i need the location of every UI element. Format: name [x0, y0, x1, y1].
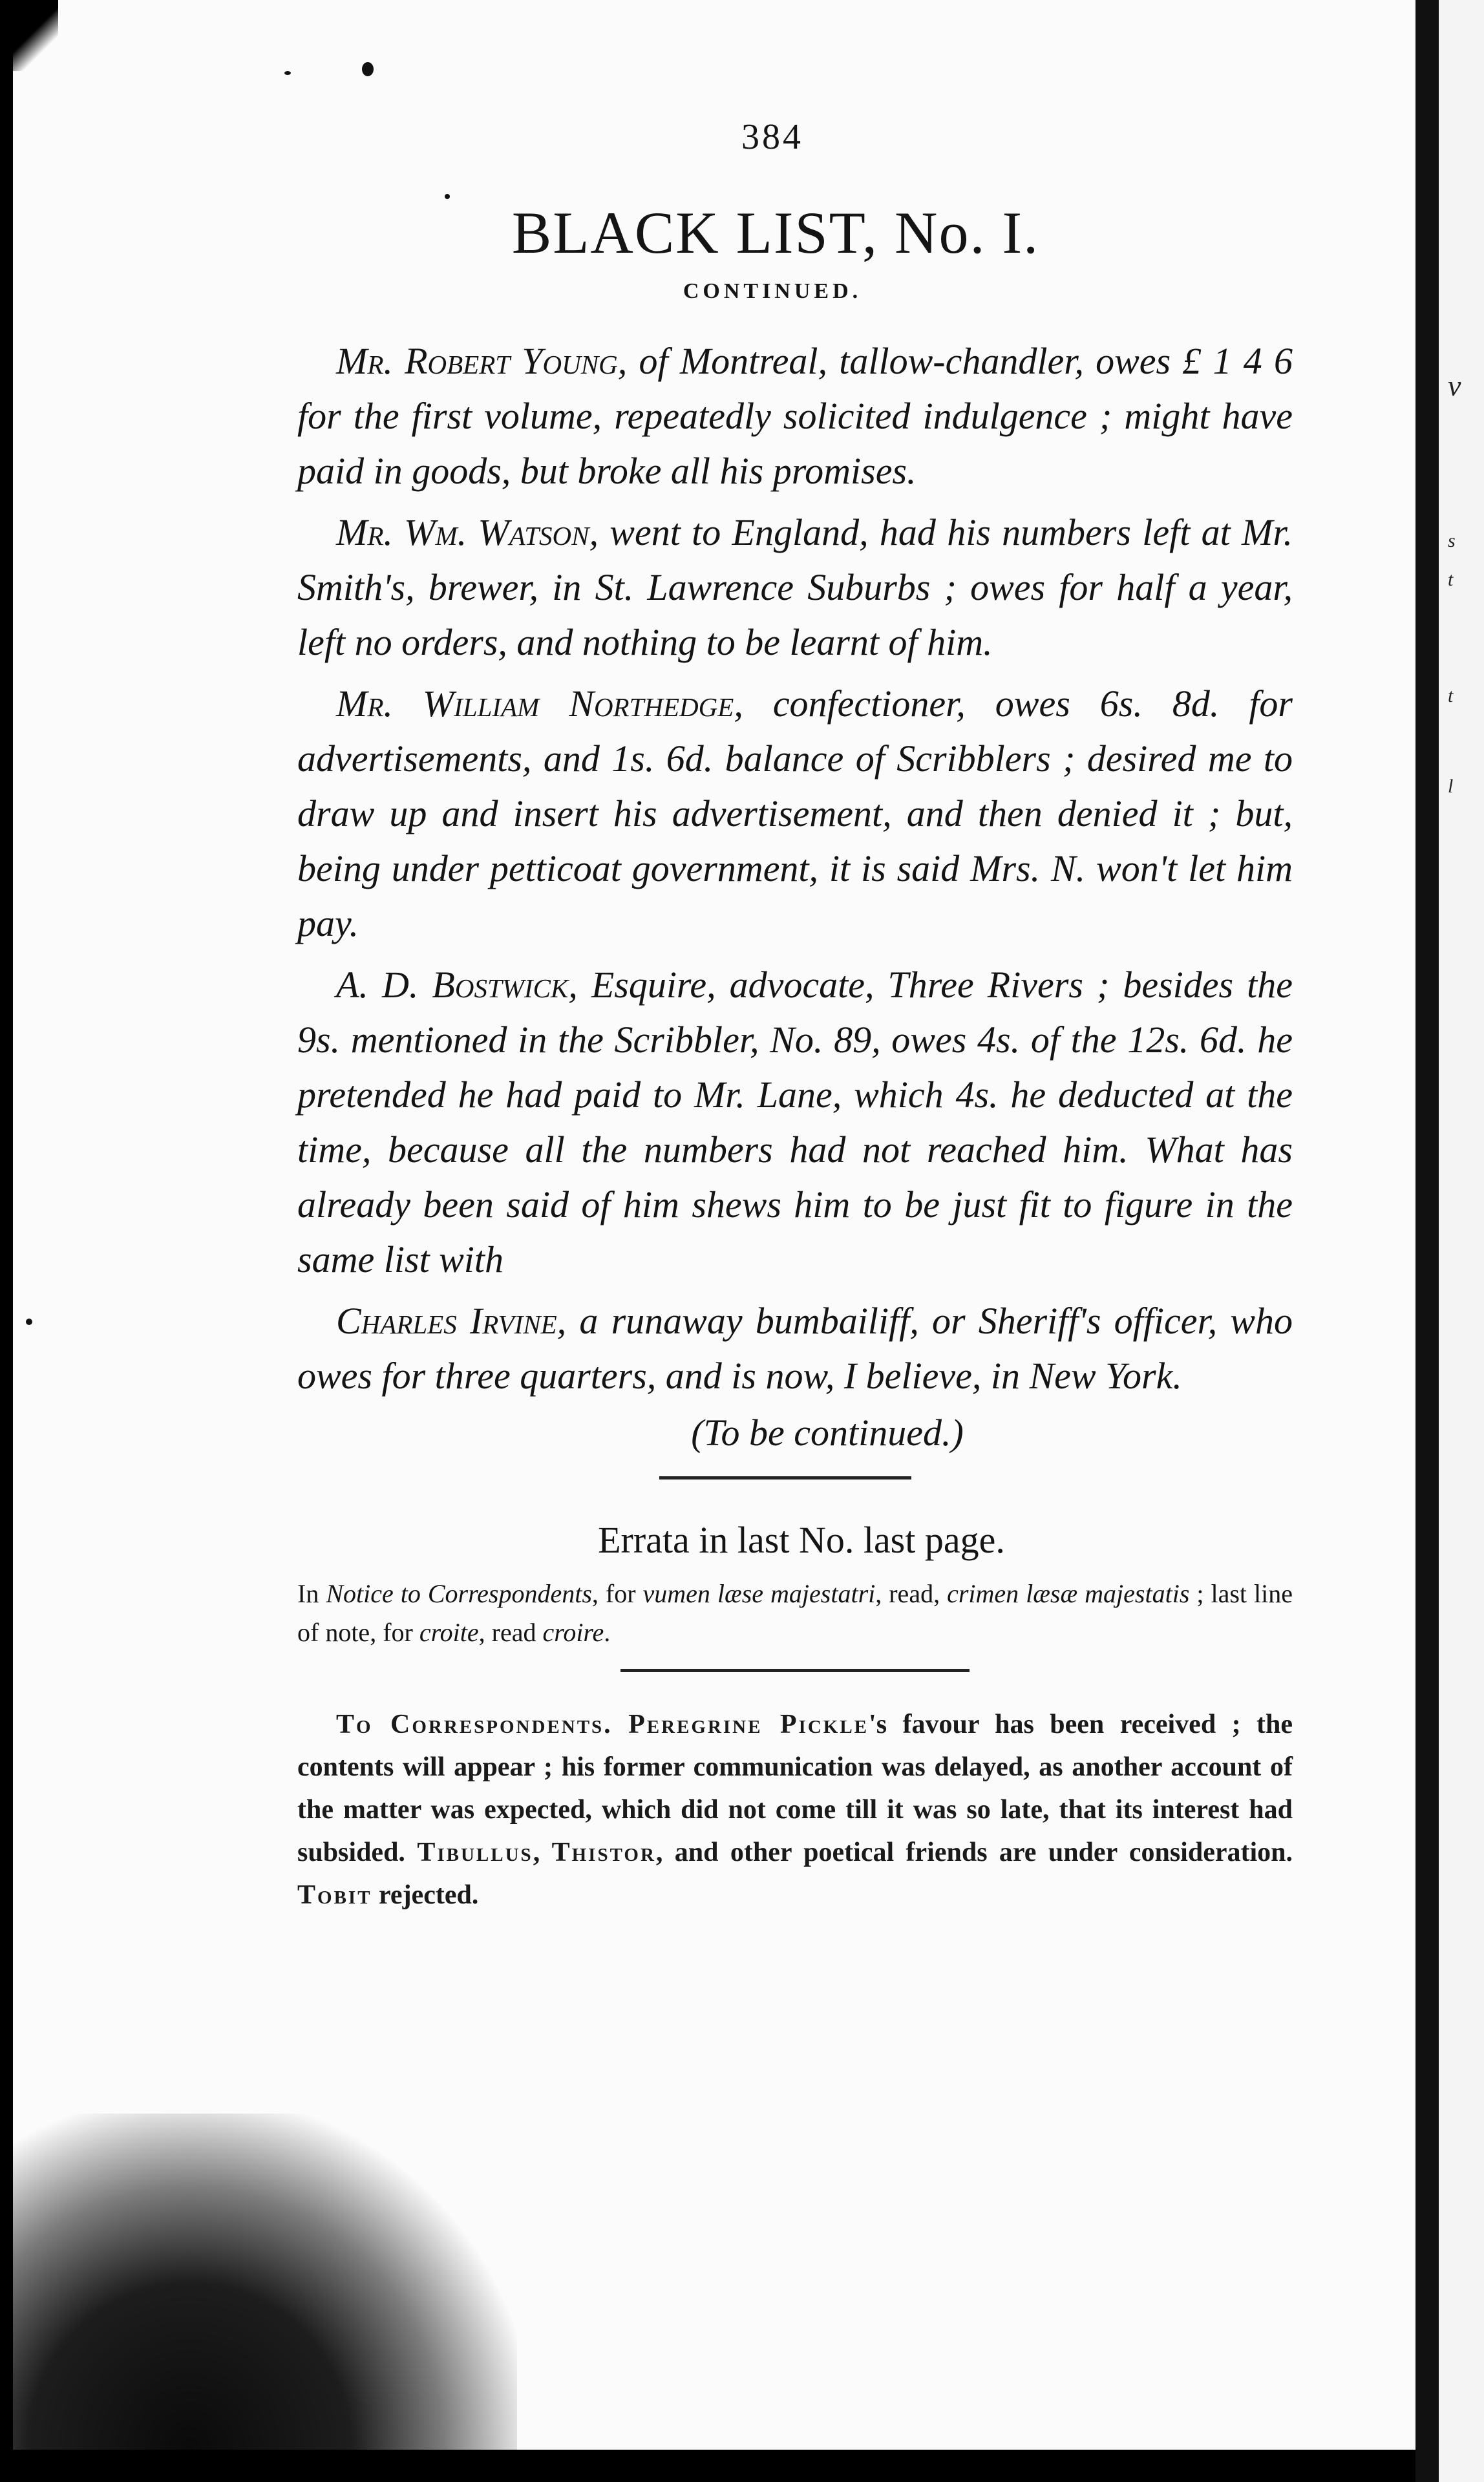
entry-text: , went to England, had his numbers left at Mr. Smith's, brewer, in St. Lawrence Suburbs ; owes for half a year, left no orders, and nothing to be learnt of him.	[297, 511, 1293, 663]
scan-corner-shadow	[13, 0, 58, 71]
correspondents-label: To Correspondents.	[336, 1710, 613, 1739]
entry-william-northedge	[297, 676, 1293, 951]
errata-text	[297, 1575, 1293, 1652]
correspondents-text: rejected.	[372, 1880, 479, 1910]
correspondents-text: 's favour has been received ; the contents will appear ; his former communication was delayed, as another account of the matter was expected, which did not come till it was so late, that its interest had subsided.	[297, 1710, 1293, 1867]
correspondent-name: Tobit	[297, 1880, 372, 1910]
entry-name: Charles Irvine	[336, 1300, 557, 1342]
errata-for: , for	[591, 1579, 643, 1608]
entry-bostwick	[297, 957, 1293, 1287]
errata-heading: Errata in last No. last page.	[598, 1519, 1005, 1561]
correspondents-notice	[297, 1703, 1293, 1916]
adjacent-text-fragment: t	[1448, 685, 1454, 706]
errata-right-1: crimen læsæ majestatis	[947, 1579, 1190, 1608]
entry-name: Mr. Robert Young	[336, 340, 618, 382]
errata-notice-label: Notice to Correspondents	[326, 1579, 592, 1608]
entry-name: Mr. Wm. Watson	[336, 511, 589, 553]
adjacent-text-fragment: v	[1448, 369, 1461, 402]
separator: ,	[533, 1838, 552, 1867]
errata-prefix: In	[297, 1579, 326, 1608]
to-be-continued: (To be continued.)	[691, 1412, 964, 1454]
ink-speck	[362, 62, 374, 76]
errata-middle: ; last line of note, for	[297, 1579, 1293, 1647]
correspondent-name: Tibullus	[417, 1838, 533, 1867]
divider-rule	[659, 1476, 911, 1480]
adjacent-page-edge	[1439, 0, 1484, 2482]
errata-right-2: croire	[542, 1618, 604, 1647]
correspondents-text: , and other poetical friends are under consideration.	[655, 1838, 1293, 1867]
entry-wm-watson	[297, 505, 1293, 670]
errata-end: .	[604, 1618, 611, 1647]
page-title: BLACK LIST, No. I.	[511, 200, 1040, 266]
errata-read-2: , read	[478, 1618, 543, 1647]
correspondent-name: Peregrine Pickle	[628, 1710, 869, 1739]
page-number: 384	[741, 117, 803, 157]
entry-text: , a runaway bumbailiff, or Sheriff's officer, who owes for three quarters, and is now, I believe, in New York.	[297, 1300, 1293, 1397]
page-content	[297, 116, 1293, 1916]
ink-speck	[284, 71, 291, 75]
ink-speck	[26, 1319, 32, 1325]
entry-text: , Esquire, advocate, Three Rivers ; besides the 9s. mentioned in the Scribbler, No. 89, owes 4s. of the 12s. 6d. he pretended he had paid to Mr. Lane, which 4s. he deducted at the time, because all the numbers had not reached him. What has already been said of him shews him to be just fit to figure in the same list with	[297, 964, 1293, 1280]
entry-text: , of Montreal, tallow-chandler, owes £ 1 4 6 for the first volume, repeatedly solicited indulgence ; might have paid in goods, but broke all his promises.	[297, 340, 1293, 492]
errata-wrong-2: croite	[419, 1618, 479, 1647]
errata-wrong-1: vumen læse majestatri	[642, 1579, 876, 1608]
correspondent-name: Thistor	[551, 1838, 656, 1867]
entry-charles-irvine	[297, 1293, 1293, 1403]
entry-text: , confectioner, owes 6s. 8d. for advertisements, and 1s. 6d. balance of Scribblers ; desired me to draw up and insert his advertisement, and then denied it ; but, being under petticoat government, it is said Mrs. N. won't let him pay.	[297, 683, 1293, 944]
entry-robert-young	[297, 334, 1293, 498]
divider-rule	[620, 1669, 970, 1672]
entry-name: Mr. William Northedge	[336, 683, 734, 725]
errata-read: , read,	[875, 1579, 948, 1608]
scanned-page	[13, 0, 1415, 2450]
page-subtitle: CONTINUED.	[683, 279, 862, 303]
adjacent-text-fragment: s	[1448, 530, 1456, 551]
entry-name: A. D. Bostwick	[336, 964, 569, 1006]
adjacent-text-fragment: l	[1448, 776, 1454, 797]
scan-thumb-shadow	[13, 2114, 517, 2450]
adjacent-text-fragment: t	[1448, 569, 1454, 590]
